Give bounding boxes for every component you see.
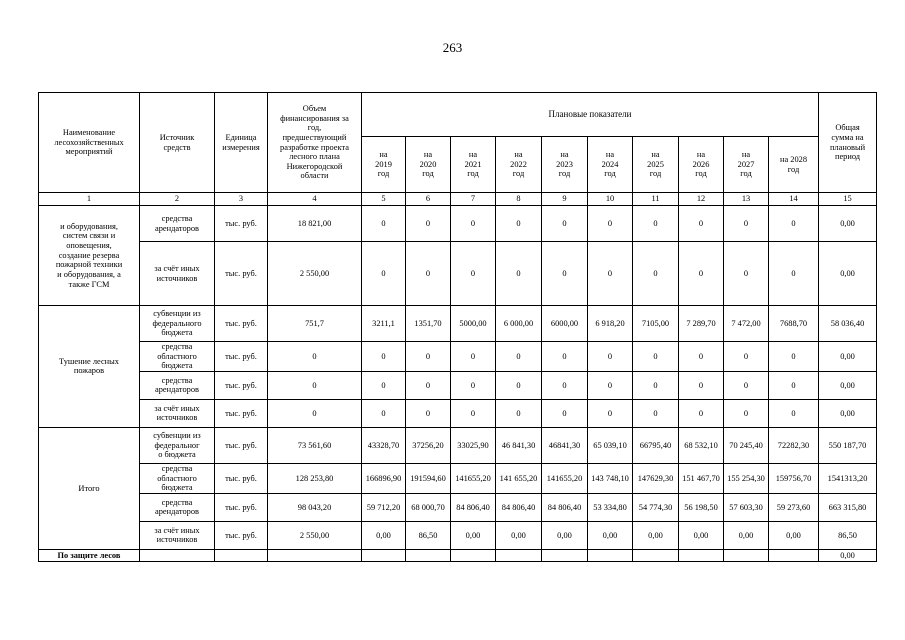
year-value: 0 bbox=[451, 371, 496, 399]
year-value: 0 bbox=[633, 371, 679, 399]
prev-year-value: 0 bbox=[268, 342, 362, 372]
year-value: 53 334,80 bbox=[588, 493, 633, 521]
funding-source: средства арендаторов bbox=[140, 206, 215, 242]
empty-cell bbox=[215, 549, 268, 561]
year-value: 0 bbox=[362, 342, 406, 372]
year-value: 159756,70 bbox=[769, 463, 819, 493]
total-value: 0,00 bbox=[819, 399, 877, 427]
total-value: 550 187,70 bbox=[819, 427, 877, 463]
year-value: 0 bbox=[769, 206, 819, 242]
year-value: 0 bbox=[724, 342, 769, 372]
table-row bbox=[39, 549, 877, 561]
funding-source: средства областного бюджета bbox=[140, 463, 215, 493]
header-year: на 2023 год bbox=[542, 137, 588, 193]
year-value: 59 712,20 bbox=[362, 493, 406, 521]
year-value: 0 bbox=[724, 206, 769, 242]
year-value: 0 bbox=[724, 399, 769, 427]
year-value: 1351,70 bbox=[406, 306, 451, 342]
total-value: 0,00 bbox=[819, 371, 877, 399]
year-value: 0 bbox=[406, 242, 451, 306]
header-source: Источник средств bbox=[140, 93, 215, 193]
year-value: 7688,70 bbox=[769, 306, 819, 342]
total-value: 58 036,40 bbox=[819, 306, 877, 342]
prev-year-value: 73 561,60 bbox=[268, 427, 362, 463]
column-number: 2 bbox=[140, 193, 215, 206]
year-value: 0,00 bbox=[679, 521, 724, 549]
year-value: 0 bbox=[451, 342, 496, 372]
column-number: 1 bbox=[39, 193, 140, 206]
header-year: на 2024 год bbox=[588, 137, 633, 193]
year-value: 0 bbox=[588, 371, 633, 399]
unit-cell: тыс. руб. bbox=[215, 463, 268, 493]
year-value: 0 bbox=[362, 206, 406, 242]
year-value: 0,00 bbox=[451, 521, 496, 549]
year-value: 0 bbox=[679, 242, 724, 306]
column-number: 6 bbox=[406, 193, 451, 206]
empty-cell bbox=[724, 549, 769, 561]
year-value: 0 bbox=[679, 206, 724, 242]
column-number: 4 bbox=[268, 193, 362, 206]
empty-cell bbox=[406, 549, 451, 561]
header-year: на 2020 год bbox=[406, 137, 451, 193]
year-value: 43328,70 bbox=[362, 427, 406, 463]
activity-name: Тушение лесных пожаров bbox=[39, 306, 140, 428]
total-value: 1541313,20 bbox=[819, 463, 877, 493]
column-number: 10 bbox=[588, 193, 633, 206]
year-value: 0 bbox=[362, 399, 406, 427]
table-row bbox=[39, 371, 877, 399]
total-value: 663 315,80 bbox=[819, 493, 877, 521]
year-value: 141655,20 bbox=[542, 463, 588, 493]
year-value: 3211,1 bbox=[362, 306, 406, 342]
year-value: 141655,20 bbox=[451, 463, 496, 493]
year-value: 0 bbox=[588, 342, 633, 372]
year-value: 84 806,40 bbox=[451, 493, 496, 521]
funding-source: средства арендаторов bbox=[140, 371, 215, 399]
column-number: 8 bbox=[496, 193, 542, 206]
total-value: 0,00 bbox=[819, 549, 877, 561]
year-value: 84 806,40 bbox=[542, 493, 588, 521]
activity-name: и оборудования, систем связи и оповещения, создание резерва пожарной техники и оборудования, а также ГСМ bbox=[39, 206, 140, 306]
empty-cell bbox=[769, 549, 819, 561]
total-value: 0,00 bbox=[819, 242, 877, 306]
total-value: 86,50 bbox=[819, 521, 877, 549]
year-value: 6 918,20 bbox=[588, 306, 633, 342]
table-row bbox=[39, 306, 877, 342]
prev-year-value: 0 bbox=[268, 371, 362, 399]
year-value: 0 bbox=[679, 371, 724, 399]
column-number: 5 bbox=[362, 193, 406, 206]
year-value: 0 bbox=[542, 206, 588, 242]
total-value: 0,00 bbox=[819, 206, 877, 242]
year-value: 0,00 bbox=[496, 521, 542, 549]
year-value: 57 603,30 bbox=[724, 493, 769, 521]
header-year: на 2026 год bbox=[679, 137, 724, 193]
column-number: 9 bbox=[542, 193, 588, 206]
year-value: 0 bbox=[496, 371, 542, 399]
year-value: 0 bbox=[633, 242, 679, 306]
year-value: 84 806,40 bbox=[496, 493, 542, 521]
year-value: 0 bbox=[769, 399, 819, 427]
year-value: 7105,00 bbox=[633, 306, 679, 342]
year-value: 0 bbox=[362, 242, 406, 306]
header-total: Общая сумма на плановый период bbox=[819, 93, 877, 193]
header-year: на 2019 год bbox=[362, 137, 406, 193]
year-value: 0 bbox=[542, 371, 588, 399]
year-value: 155 254,30 bbox=[724, 463, 769, 493]
empty-cell bbox=[588, 549, 633, 561]
year-value: 0 bbox=[542, 342, 588, 372]
column-number: 12 bbox=[679, 193, 724, 206]
year-value: 0 bbox=[679, 399, 724, 427]
year-value: 0 bbox=[406, 206, 451, 242]
unit-cell: тыс. руб. bbox=[215, 242, 268, 306]
year-value: 0 bbox=[451, 399, 496, 427]
year-value: 0 bbox=[679, 342, 724, 372]
header-year: на 2022 год bbox=[496, 137, 542, 193]
page-number: 263 bbox=[442, 40, 463, 55]
year-value: 0,00 bbox=[362, 521, 406, 549]
year-value: 143 748,10 bbox=[588, 463, 633, 493]
year-value: 33025,90 bbox=[451, 427, 496, 463]
column-number: 3 bbox=[215, 193, 268, 206]
year-value: 0 bbox=[769, 242, 819, 306]
column-number: 13 bbox=[724, 193, 769, 206]
empty-cell bbox=[140, 549, 215, 561]
year-value: 65 039,10 bbox=[588, 427, 633, 463]
year-value: 141 655,20 bbox=[496, 463, 542, 493]
year-value: 0 bbox=[496, 399, 542, 427]
unit-cell: тыс. руб. bbox=[215, 399, 268, 427]
column-number: 11 bbox=[633, 193, 679, 206]
year-value: 0 bbox=[496, 242, 542, 306]
year-value: 68 532,10 bbox=[679, 427, 724, 463]
prev-year-value: 0 bbox=[268, 399, 362, 427]
table-row bbox=[39, 463, 877, 493]
empty-cell bbox=[542, 549, 588, 561]
year-value: 0 bbox=[769, 342, 819, 372]
year-value: 0 bbox=[496, 206, 542, 242]
year-value: 0 bbox=[633, 206, 679, 242]
activity-name: Итого bbox=[39, 427, 140, 549]
funding-source: за счёт иных источников bbox=[140, 521, 215, 549]
year-value: 6 000,00 bbox=[496, 306, 542, 342]
unit-cell: тыс. руб. bbox=[215, 427, 268, 463]
unit-cell: тыс. руб. bbox=[215, 521, 268, 549]
table-row bbox=[39, 342, 877, 372]
year-value: 0 bbox=[769, 371, 819, 399]
table-row bbox=[39, 206, 877, 242]
empty-cell bbox=[679, 549, 724, 561]
header-year: на 2028 год bbox=[769, 137, 819, 193]
header-unit: Единица измерения bbox=[215, 93, 268, 193]
year-value: 46 841,30 bbox=[496, 427, 542, 463]
year-value: 68 000,70 bbox=[406, 493, 451, 521]
column-number: 14 bbox=[769, 193, 819, 206]
column-number: 15 bbox=[819, 193, 877, 206]
header-activity: Наименование лесохозяйственных мероприятий bbox=[39, 93, 140, 193]
year-value: 0 bbox=[633, 399, 679, 427]
year-value: 46841,30 bbox=[542, 427, 588, 463]
table-row bbox=[39, 521, 877, 549]
unit-cell: тыс. руб. bbox=[215, 306, 268, 342]
year-value: 6000,00 bbox=[542, 306, 588, 342]
activity-name: По защите лесов bbox=[39, 549, 140, 561]
prev-year-value: 2 550,00 bbox=[268, 521, 362, 549]
year-value: 7 472,00 bbox=[724, 306, 769, 342]
year-value: 0,00 bbox=[542, 521, 588, 549]
year-value: 0 bbox=[406, 371, 451, 399]
year-value: 70 245,40 bbox=[724, 427, 769, 463]
year-value: 166896,90 bbox=[362, 463, 406, 493]
year-value: 56 198,50 bbox=[679, 493, 724, 521]
year-value: 37256,20 bbox=[406, 427, 451, 463]
header-prev-year: Объем финансирования за год, предшествующий разработке проекта лесного плана Нижегородской области bbox=[268, 93, 362, 193]
year-value: 151 467,70 bbox=[679, 463, 724, 493]
column-number: 7 bbox=[451, 193, 496, 206]
year-value: 0 bbox=[588, 242, 633, 306]
year-value: 0 bbox=[542, 399, 588, 427]
financing-table bbox=[38, 92, 877, 562]
year-value: 0 bbox=[724, 242, 769, 306]
funding-source: субвенции из федеральног о бюджета bbox=[140, 427, 215, 463]
unit-cell: тыс. руб. bbox=[215, 206, 268, 242]
prev-year-value: 18 821,00 bbox=[268, 206, 362, 242]
header-planned: Плановые показатели bbox=[362, 93, 819, 137]
year-value: 0 bbox=[633, 342, 679, 372]
header-year: на 2021 год bbox=[451, 137, 496, 193]
empty-cell bbox=[496, 549, 542, 561]
total-value: 0,00 bbox=[819, 342, 877, 372]
header-year: на 2027 год bbox=[724, 137, 769, 193]
year-value: 0 bbox=[588, 206, 633, 242]
year-value: 0 bbox=[406, 342, 451, 372]
year-value: 54 774,30 bbox=[633, 493, 679, 521]
year-value: 86,50 bbox=[406, 521, 451, 549]
year-value: 0 bbox=[542, 242, 588, 306]
unit-cell: тыс. руб. bbox=[215, 342, 268, 372]
year-value: 191594,60 bbox=[406, 463, 451, 493]
prev-year-value: 128 253,80 bbox=[268, 463, 362, 493]
table-row bbox=[39, 242, 877, 306]
empty-cell bbox=[268, 549, 362, 561]
year-value: 0,00 bbox=[633, 521, 679, 549]
year-value: 0 bbox=[724, 371, 769, 399]
year-value: 0,00 bbox=[724, 521, 769, 549]
year-value: 66795,40 bbox=[633, 427, 679, 463]
prev-year-value: 751,7 bbox=[268, 306, 362, 342]
year-value: 0 bbox=[451, 242, 496, 306]
empty-cell bbox=[633, 549, 679, 561]
year-value: 0 bbox=[588, 399, 633, 427]
year-value: 0,00 bbox=[769, 521, 819, 549]
header-year: на 2025 год bbox=[633, 137, 679, 193]
funding-source: за счёт иных источников bbox=[140, 242, 215, 306]
funding-source: средства арендаторов bbox=[140, 493, 215, 521]
year-value: 59 273,60 bbox=[769, 493, 819, 521]
table-row bbox=[39, 493, 877, 521]
year-value: 0 bbox=[496, 342, 542, 372]
prev-year-value: 98 043,20 bbox=[268, 493, 362, 521]
year-value: 72282,30 bbox=[769, 427, 819, 463]
table-row bbox=[39, 427, 877, 463]
year-value: 0 bbox=[406, 399, 451, 427]
year-value: 7 289,70 bbox=[679, 306, 724, 342]
empty-cell bbox=[451, 549, 496, 561]
prev-year-value: 2 550,00 bbox=[268, 242, 362, 306]
year-value: 0 bbox=[451, 206, 496, 242]
funding-source: субвенции из федерального бюджета bbox=[140, 306, 215, 342]
year-value: 0 bbox=[362, 371, 406, 399]
year-value: 5000,00 bbox=[451, 306, 496, 342]
table-row bbox=[39, 399, 877, 427]
year-value: 147629,30 bbox=[633, 463, 679, 493]
unit-cell: тыс. руб. bbox=[215, 371, 268, 399]
funding-source: средства областного бюджета bbox=[140, 342, 215, 372]
empty-cell bbox=[362, 549, 406, 561]
unit-cell: тыс. руб. bbox=[215, 493, 268, 521]
year-value: 0,00 bbox=[588, 521, 633, 549]
funding-source: за счёт иных источников bbox=[140, 399, 215, 427]
